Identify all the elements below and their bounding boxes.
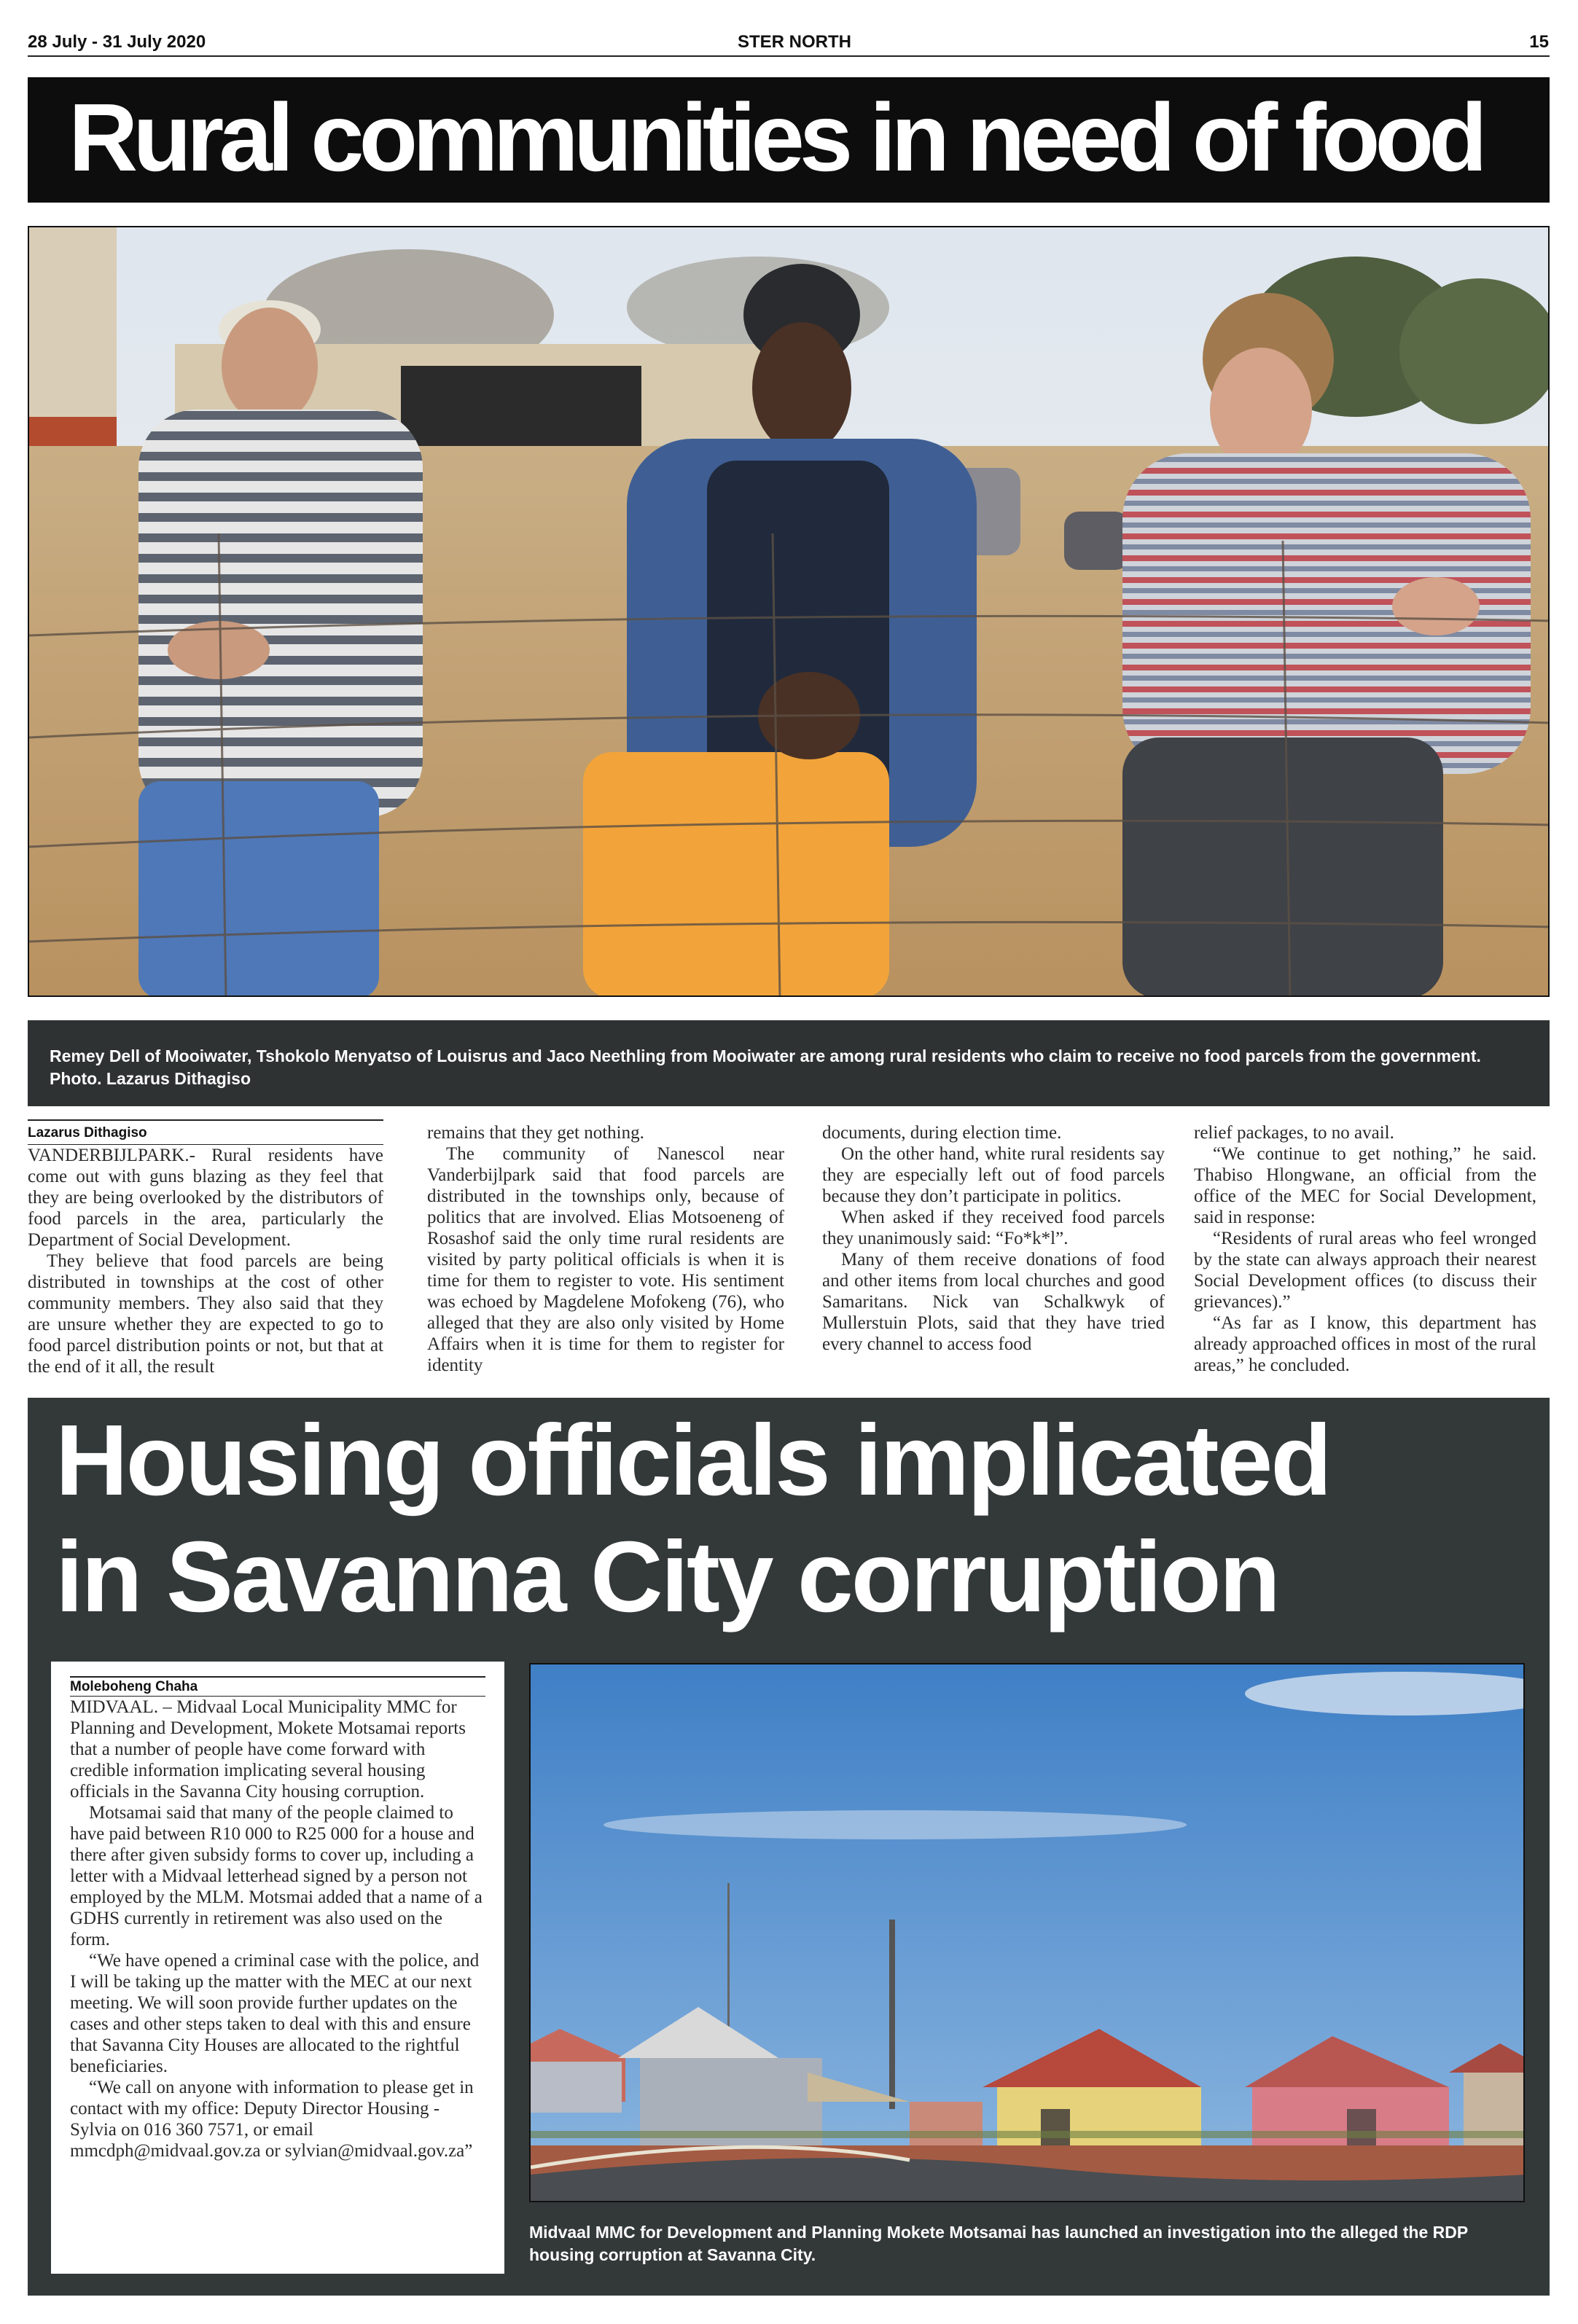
article1-paragraph: “Residents of rural areas who feel wronged by the state can always approach their nearest Social Development offices (to discuss their grievances).” <box>1194 1229 1536 1312</box>
article2-byline: Moleboheng Chaha <box>70 1676 485 1697</box>
article2-photo <box>529 1663 1525 2202</box>
article1-paragraph: remains that they get nothing. <box>427 1123 644 1143</box>
article1-column-2 <box>427 1122 784 1376</box>
article1-paragraph: On the other hand, white rural residents say they are especially left out of food parcels because they don’t participate in politics. <box>822 1144 1165 1206</box>
article1-paragraph: The community of Nanescol near Vanderbijlpark said that food parcels are distributed in the townships only, because of politics that are involved. Elias Motsoeneng of Rosashof said the only time rural residents are visited by party political officials is when it is time for them to register to vote. His sentiment was echoed by Magdelene Mofokeng (76), who alleged that they are also only visited by Home Affairs when it is time for them to register for identity <box>427 1144 784 1375</box>
article2-paragraph: MIDVAAL. – Midvaal Local Municipality MMC for Planning and Development, Mokete Motsamai reports that a number of people have come forward with credible information implicating several housing officials in the Savanna City housing corruption. <box>70 1697 466 1801</box>
article1-paragraph: Many of them receive donations of food and other items from local churches and good Samaritans. Nick van Schalkwyk of Mullerstuin Plots, said that they have tried every channel to access food <box>822 1250 1165 1354</box>
article1-column-1 <box>28 1119 383 1377</box>
article1-photo <box>28 226 1550 997</box>
article2-headline <box>55 1402 1330 1635</box>
article1-byline: Lazarus Dithagiso <box>28 1119 383 1145</box>
article2-paragraph: Motsamai said that many of the people claimed to have paid between R10 000 to R25 000 for a house and there after given subsidy forms to cover up, including a letter with a Midvaal letterhead signed by a person not employed by the MLM. Motsmai added that a name of a GDHS currently in retirement was also used on the form. <box>70 1803 483 1949</box>
publication-name: STER NORTH <box>738 32 851 52</box>
article2-photo-caption: Midvaal MMC for Development and Planning Mokete Motsamai has launched an investigation into the alleged the RDP housing corruption at Savanna City. <box>529 2223 1468 2264</box>
article1-paragraph: relief packages, to no avail. <box>1194 1123 1394 1143</box>
headline-band <box>28 77 1550 203</box>
article1-paragraph: They believe that food parcels are being distributed in townships at the cost of other community members. They also said that they are unsure whether they are expected to go to food parcel distribution points or not, but that at the end of it all, the result <box>28 1251 383 1377</box>
article1-paragraph: documents, during election time. <box>822 1123 1062 1143</box>
article1-paragraph: When asked if they received food parcels they unanimously said: “Fo*k*l”. <box>822 1208 1165 1248</box>
article2-headline-line-2: in Savanna City corruption <box>55 1521 1278 1633</box>
header-rule <box>28 55 1550 57</box>
article1-column-3 <box>822 1122 1165 1355</box>
article2-headline-line-1: Housing officials implicated <box>55 1404 1330 1517</box>
article1-photo-caption: Remey Dell of Mooiwater, Tshokolo Menyatso of Louisrus and Jaco Neethling from Mooiwater are among rural residents who claim to receive no food parcels from the government. Photo. Lazarus Dithagiso <box>28 1020 1550 1106</box>
article2-text-box <box>51 1662 504 2274</box>
page-number: 15 <box>1529 32 1549 52</box>
article2-paragraph: “We call on anyone with information to please get in contact with my office: Deputy Director Housing - Sylvia on 016 360 7571, or email mmcdph@midvaal.gov.za or sylvian@midvaal.gov.za” <box>70 2078 474 2161</box>
article1-headline: Rural communities in need of food <box>69 84 1483 191</box>
issue-date: 28 July - 31 July 2020 <box>28 32 206 52</box>
article1-paragraph: “As far as I know, this department has already approached offices in most of the rural areas,” he concluded. <box>1194 1313 1536 1375</box>
article1-paragraph: “We continue to get nothing,” he said. Thabiso Hlongwane, an official from the office of the MEC for Social Development, said in response: <box>1194 1144 1536 1227</box>
article2-body <box>70 1697 485 2161</box>
article1-column-4 <box>1194 1122 1536 1376</box>
article1-paragraph: VANDERBIJLPARK.- Rural residents have come out with guns blazing as they feel that they are being overlooked by the distributors of food parcels in the area, particularly the Department of Social Development. <box>28 1146 383 1250</box>
article2-paragraph: “We have opened a criminal case with the police, and I will be taking up the matter with the MEC at our next meeting. We will soon provide further updates on the cases and other steps taken to deal with this and ensure that Savanna City Houses are allocated to the rightful beneficiaries. <box>70 1951 480 2076</box>
article2-block <box>28 1398 1550 2296</box>
